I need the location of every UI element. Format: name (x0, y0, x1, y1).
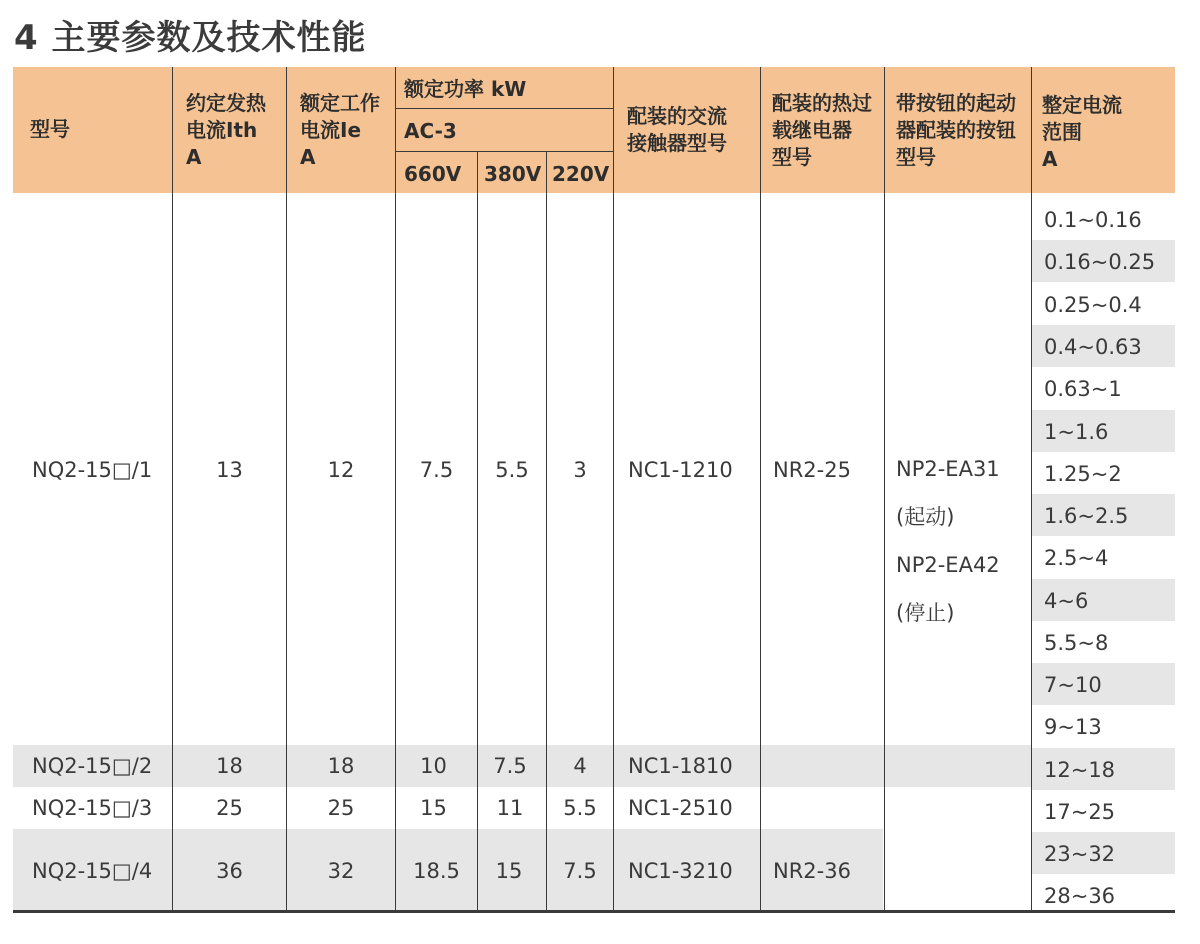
header-380v: 380V (484, 162, 542, 186)
header-power: 额定功率 kW (404, 77, 527, 101)
cell-model: NQ2-15□/3 (32, 796, 153, 820)
cell-p220: 4 (573, 754, 587, 778)
header-220v: 220V (552, 162, 610, 186)
column-line (760, 67, 761, 912)
cell-p380: 5.5 (495, 458, 529, 482)
range-item: 0.1~0.16 (1044, 208, 1142, 232)
cell-ie: 12 (327, 458, 355, 482)
header-divider (396, 151, 614, 152)
range-item: 0.25~0.4 (1044, 293, 1142, 317)
cell-model: NQ2-15□/2 (32, 754, 153, 778)
range-item: 1.25~2 (1044, 462, 1122, 486)
range-item: 7~10 (1044, 673, 1102, 697)
range-item: 12~18 (1044, 758, 1116, 782)
column-line (286, 67, 287, 912)
cell-p220: 3 (573, 458, 587, 482)
cell-model: NQ2-15□/4 (32, 859, 153, 883)
cell-relay: NR2-25 (773, 458, 851, 482)
cell-ith: 13 (216, 458, 243, 482)
column-line (395, 67, 396, 912)
header-ac3: AC-3 (404, 119, 457, 143)
header-660v: 660V (404, 162, 462, 186)
cell-ith: 18 (216, 754, 243, 778)
cell-contactor: NC1-1810 (628, 754, 733, 778)
cell-ie: 18 (327, 754, 355, 778)
header-divider (396, 108, 614, 109)
cell-ith: 25 (216, 796, 243, 820)
cell-relay: NR2-36 (773, 859, 851, 883)
header-range: 整定电流 范围 A (1042, 93, 1122, 171)
header-model: 型号 (30, 117, 70, 141)
range-item: 2.5~4 (1044, 546, 1109, 570)
range-item: 17~25 (1044, 800, 1116, 824)
header-contactor: 配装的交流 接触器型号 (627, 104, 727, 155)
cell-p660: 18.5 (413, 859, 460, 883)
cell-p380: 7.5 (493, 754, 527, 778)
cell-p220: 5.5 (563, 796, 597, 820)
cell-p660: 7.5 (419, 458, 454, 482)
range-item: 1.6~2.5 (1044, 504, 1129, 528)
cell-p220: 7.5 (563, 859, 597, 883)
range-item: 1~1.6 (1044, 420, 1109, 444)
header-relay: 配装的热过 载继电器 型号 (772, 91, 872, 169)
cell-ie: 25 (327, 796, 355, 820)
cell-p380: 11 (496, 796, 524, 820)
range-item: 5.5~8 (1044, 631, 1109, 655)
cell-button-stop-note: (停止) (896, 601, 955, 625)
header-ith: 约定发热 电流Ith A (186, 91, 266, 169)
cell-contactor: NC1-2510 (628, 796, 733, 820)
header-button: 带按钮的起动 器配装的按钮 型号 (896, 91, 1016, 169)
cell-button-stop: NP2-EA42 (896, 553, 1000, 577)
column-line (1031, 67, 1032, 912)
cell-model: NQ2-15□/1 (32, 458, 153, 482)
cell-p660: 15 (420, 796, 447, 820)
column-line (613, 67, 614, 912)
range-item: 28~36 (1044, 884, 1116, 908)
cell-p660: 10 (420, 754, 447, 778)
cell-button-start: NP2-EA31 (896, 457, 1000, 481)
column-line (884, 67, 885, 912)
column-line (172, 67, 173, 912)
cell-ie: 32 (327, 859, 355, 883)
cell-contactor: NC1-3210 (628, 859, 733, 883)
header-ie: 额定工作 电流Ie A (300, 91, 380, 169)
range-item: 9~13 (1044, 715, 1102, 739)
range-item: 0.16~0.25 (1044, 250, 1156, 274)
cell-p380: 15 (495, 859, 523, 883)
cell-ith: 36 (216, 859, 243, 883)
section-title: 4 主要参数及技术性能 (14, 18, 367, 58)
range-item: 4~6 (1044, 589, 1089, 613)
cell-button-start-note: (起动) (896, 505, 955, 529)
range-item: 0.63~1 (1044, 377, 1122, 401)
cell-contactor: NC1-1210 (628, 458, 733, 482)
range-item: 0.4~0.63 (1044, 335, 1142, 359)
range-item: 23~32 (1044, 842, 1116, 866)
table-bottom-rule (13, 910, 1175, 913)
